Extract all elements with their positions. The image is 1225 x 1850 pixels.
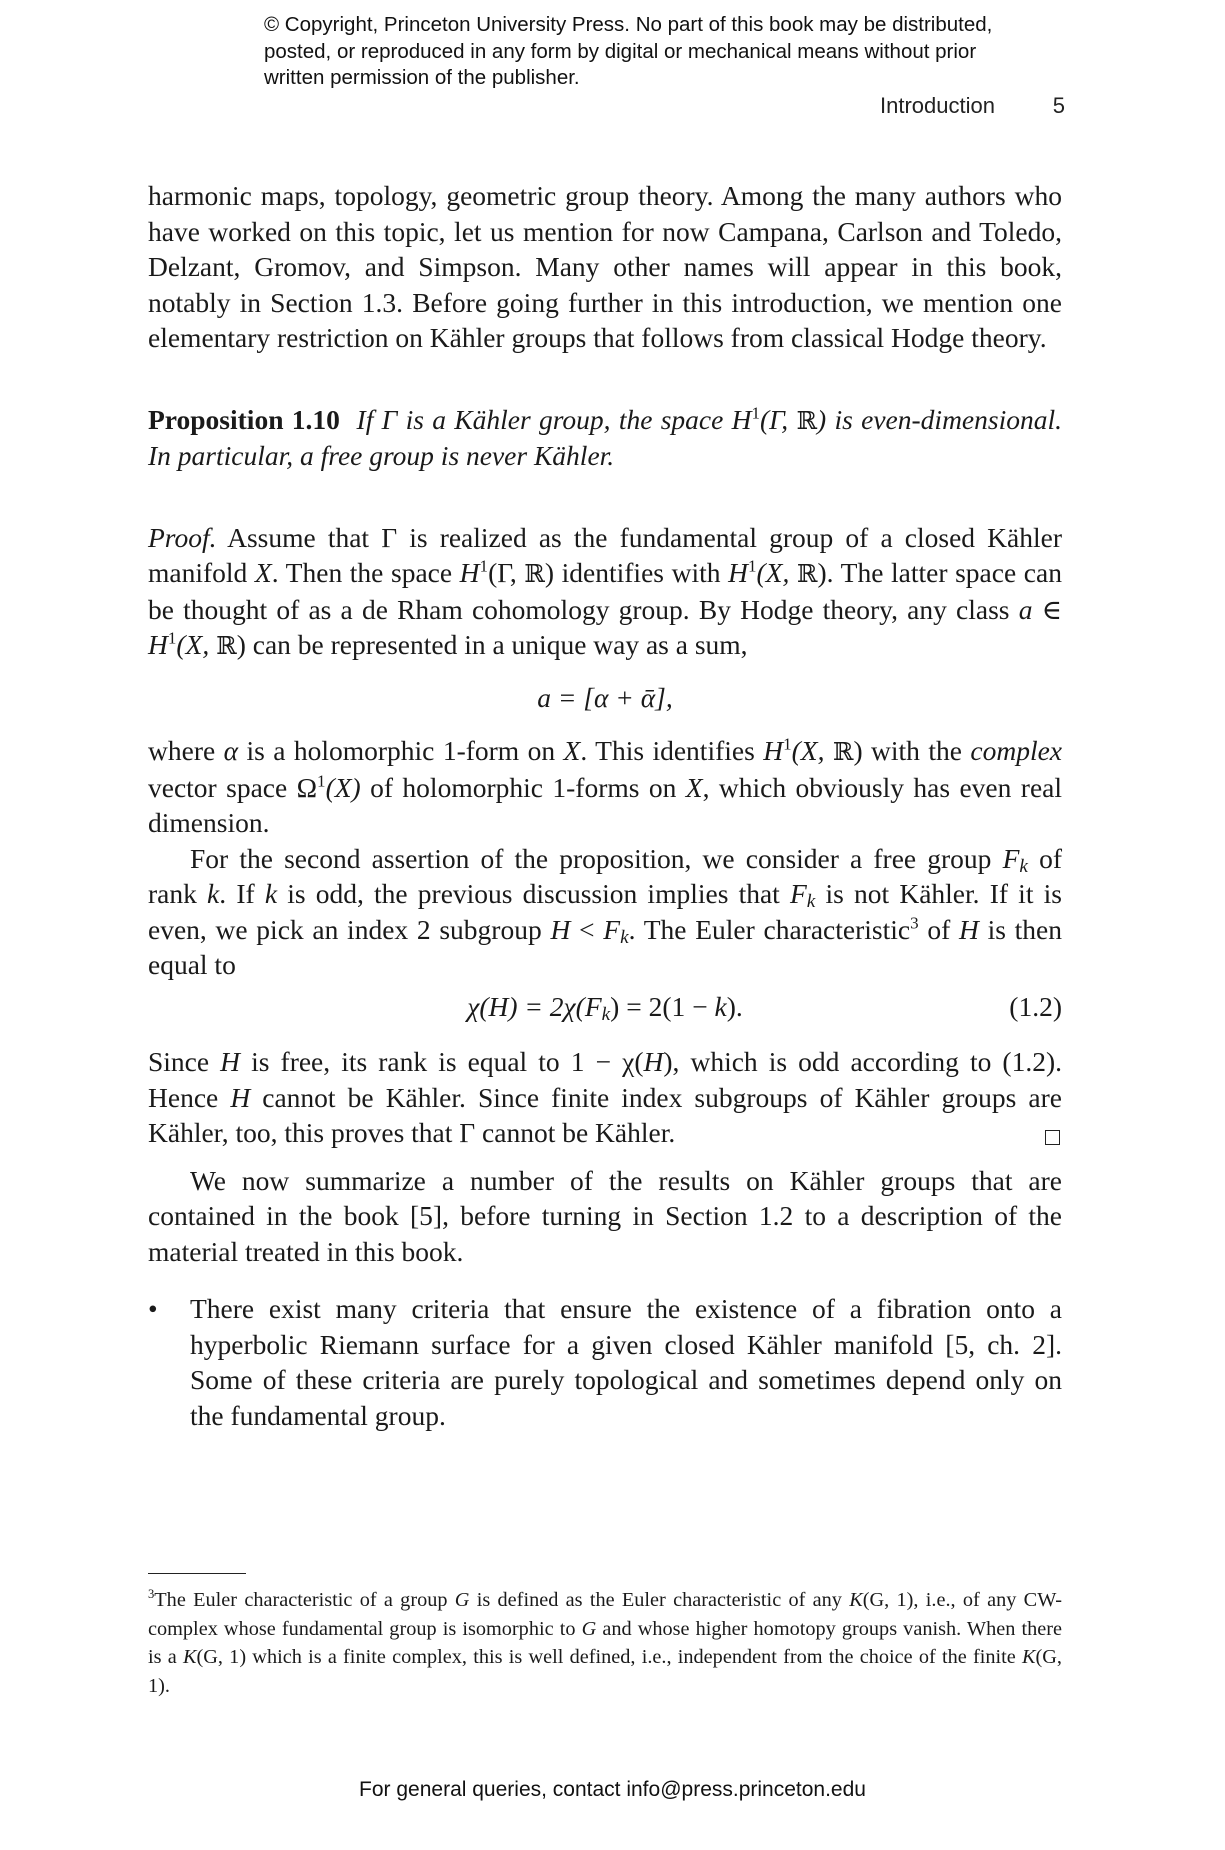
math-text: (X, xyxy=(791,735,833,766)
proof-text: , which obviously has even real dimension. xyxy=(148,771,1062,838)
proof-paragraph-3 xyxy=(148,841,1062,983)
footnote-reference[interactable]: 3 xyxy=(910,912,919,932)
math-var: G xyxy=(581,1617,597,1640)
proposition-real-symbol: ℝ xyxy=(796,405,818,435)
page-number: 5 xyxy=(1052,93,1065,118)
proof-text: ), which is odd according to (1.2). Hence xyxy=(148,1046,1062,1113)
math-var: X xyxy=(563,735,581,766)
proof-text: is free, its rank is equal to 1 − χ( xyxy=(240,1046,644,1077)
math-var: F xyxy=(584,990,602,1022)
real-symbol: ℝ xyxy=(832,737,854,766)
running-head xyxy=(880,93,1065,119)
math-sup: 1 xyxy=(167,628,177,648)
math-text: ) xyxy=(236,629,246,660)
math-text: (G, 1) xyxy=(148,1646,1063,1698)
math-var: H xyxy=(230,1081,251,1113)
math-sup: 1 xyxy=(317,770,326,790)
proof-label: Proof. xyxy=(148,521,217,553)
intro-paragraph: harmonic maps, topology, geometric group theory. Among the many authors who have worked on this topic, let us mention for now Campana, Carlson and Toledo, Delzant, Gromov, and Simpson. Many other names will appear in this book, notably in Section 1.3. Before going further in this introduction, we mention one elementary restriction on Kähler groups that follows from classical Hodge theory. xyxy=(148,180,1062,353)
footnote-3 xyxy=(148,1586,1062,1701)
bullet-text: There exist many criteria that ensure the existence of a fibration onto a hyperbolic Riemann surface for a given closed Kähler manifold [5, ch. 2]. Some of these criteria are purely topological and sometimes depend only on the fundamental group. xyxy=(190,1293,1062,1431)
math-var: k xyxy=(264,878,278,909)
math-var: k xyxy=(714,990,727,1022)
proof-text: where xyxy=(148,735,224,766)
proof-text: For the second assertion of the proposition, we consider a free group xyxy=(190,842,1003,874)
math-var: k xyxy=(207,878,220,909)
emphasis-complex: complex xyxy=(970,735,1062,766)
proposition-1-10 xyxy=(148,402,1062,474)
real-symbol: ℝ xyxy=(216,631,237,660)
proof-text: of holomorphic 1-forms on xyxy=(360,771,686,803)
proposition-label: Proposition 1.10 xyxy=(148,403,340,435)
qed-square-icon xyxy=(1045,1130,1060,1145)
footnote-text: , i.e., of any CW-complex whose fundamental group is isomorphic to xyxy=(148,1589,1062,1640)
footnote-text: which is a finite complex, this is well defined, i.e., independent from the choice of the finite xyxy=(246,1646,1022,1669)
equation-1-2 xyxy=(148,989,1062,1025)
proof-text: identifies with xyxy=(554,557,729,588)
proof-text: Assume that Γ is realized as the fundamental group of a closed Kähler manifold xyxy=(148,521,1062,588)
footnote-text: . xyxy=(164,1675,170,1698)
proof-text: with the xyxy=(862,735,971,766)
math-var: K xyxy=(1022,1646,1036,1669)
math-text: ) xyxy=(817,557,827,588)
footnote-text: is defined as the Euler characteristic of any xyxy=(469,1589,850,1611)
proposition-text-b: ) is even-dimensional. In particular, a free group is never Kähler. xyxy=(148,403,1062,471)
math-var: H xyxy=(148,629,168,660)
proof-text: of xyxy=(918,913,959,945)
proof-text: . This identifies xyxy=(580,735,764,766)
math-text: < xyxy=(570,913,604,945)
footnote-text: and whose higher homotopy groups vanish. When there is a xyxy=(148,1617,1062,1669)
proof-text: . Then the space xyxy=(271,557,460,588)
proof-text: is a holomorphic 1-form on xyxy=(238,735,564,766)
math-text: (X, xyxy=(756,557,797,588)
math-sup: 1 xyxy=(479,556,489,576)
proof-text: . If xyxy=(219,878,265,909)
equation-text: ). xyxy=(726,990,743,1022)
equation-number: (1.2) xyxy=(1009,990,1062,1022)
bullet-list-item xyxy=(148,1291,1062,1433)
math-text: (X) xyxy=(325,771,361,803)
proposition-sup: 1 xyxy=(751,402,760,422)
proof-text: can be represented in a unique way as a sum, xyxy=(245,629,748,660)
math-text: ∈ xyxy=(1032,593,1062,625)
math-var: H xyxy=(459,557,480,588)
proof-text: . The latter space can be thought of as a de Rham cohomology group. By Hodge theory, any class xyxy=(148,557,1062,625)
proof-text: . The Euler characteristic xyxy=(628,913,911,945)
math-var: a xyxy=(1018,593,1033,625)
math-sub: k xyxy=(601,1003,611,1025)
math-var: X xyxy=(685,771,703,803)
proof-text: vector space xyxy=(148,771,297,803)
bullet-icon: • xyxy=(148,1293,158,1324)
math-sub: k xyxy=(806,890,816,912)
math-var: H xyxy=(958,913,979,945)
display-equation-a: a = [α + ᾱ], xyxy=(537,681,673,713)
real-symbol: ℝ xyxy=(524,559,545,588)
math-var: X xyxy=(254,557,272,588)
math-sub: k xyxy=(620,926,629,948)
math-text: (Γ, xyxy=(488,557,525,588)
math-var: G xyxy=(454,1589,470,1611)
math-text: ) xyxy=(544,557,555,588)
equation-text: χ(H) = 2χ( xyxy=(467,990,585,1022)
math-var: H xyxy=(763,735,784,766)
proof-text: is not Kähler. If it is even, we pick an index 2 subgroup xyxy=(148,878,1062,945)
proof-text: of rank xyxy=(148,842,1062,909)
math-var: F xyxy=(1002,842,1020,874)
real-symbol: ℝ xyxy=(796,559,818,588)
math-text: (X, xyxy=(176,629,217,660)
math-sub: k xyxy=(1019,855,1028,877)
equation-text: ) = 2(1 − xyxy=(610,990,715,1022)
math-var: F xyxy=(603,913,621,945)
math-sup: 1 xyxy=(783,734,792,754)
footnote-rule xyxy=(148,1573,246,1574)
math-var: H xyxy=(220,1046,241,1077)
footnote-text: The Euler characteristic of a group xyxy=(154,1589,455,1611)
math-var: F xyxy=(789,878,807,909)
math-var: H xyxy=(643,1046,664,1077)
math-var: α xyxy=(223,735,239,766)
math-var: K xyxy=(849,1589,863,1611)
running-title: Introduction xyxy=(880,93,995,118)
copyright-notice: © Copyright, Princeton University Press. No part of this book may be distributed, posted, or reproduced in any form by digital or mechanical means without prior written permission of the publisher. xyxy=(264,13,993,89)
math-sup: 1 xyxy=(747,556,757,576)
proof-paragraph-2 xyxy=(148,733,1062,841)
math-var: K xyxy=(182,1646,197,1669)
footnote-mark: 3 xyxy=(148,1587,155,1602)
proof-paragraph-1 xyxy=(148,520,1062,664)
math-var: H xyxy=(728,557,748,588)
footer-contact: For general queries, contact info@press.princeton.edu xyxy=(359,1778,866,1801)
proof-text: is odd, the previous discussion implies that xyxy=(277,878,790,909)
page-body xyxy=(148,178,1062,1433)
math-text: (G, 1) xyxy=(196,1646,247,1669)
proof-paragraph-4 xyxy=(148,1044,1062,1151)
proposition-text-a: If Γ is a Kähler group, the space H xyxy=(356,403,752,435)
proposition-space: (Γ, xyxy=(760,403,797,435)
proof-text: Since xyxy=(148,1046,221,1077)
proof-text: is then equal to xyxy=(148,913,1062,980)
math-text: ) xyxy=(853,735,863,766)
math-text: (G, 1) xyxy=(862,1589,914,1611)
math-var: H xyxy=(550,913,571,945)
math-var: Ω xyxy=(296,771,318,803)
summary-paragraph: We now summarize a number of the results on Kähler groups that are contained in the book [5], before turning in Section 1.2 to a description of the material treated in this book. xyxy=(148,1164,1062,1267)
proof-text: cannot be Kähler. Since finite index subgroups of Kähler groups are Kähler, too, this proves that Γ cannot be Kähler. xyxy=(148,1081,1062,1148)
